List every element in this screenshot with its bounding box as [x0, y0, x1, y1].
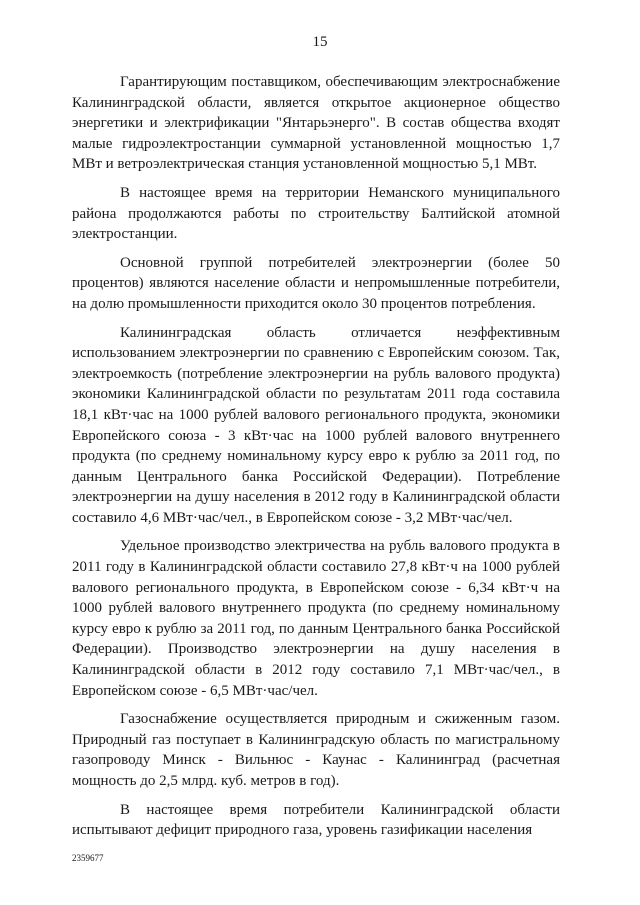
document-id: 2359677: [72, 853, 104, 863]
paragraph-nuclear-plant: В настоящее время на территории Неманского муниципального района продолжаются работы по строительству Балтийской атомной электростанции.: [72, 184, 560, 243]
paragraph-power-supplier: Гарантирующим поставщиком, обеспечивающим электроснабжение Калининградской области, является открытое акционерное общество энергетики и электрификации "Янтарьэнерго". В состав общества входят малые гидроэлектростанции суммарной установленной мощностью 1,7 МВт и ветроэлектрическая станция установленной мощностью 5,1 МВт.: [72, 74, 560, 173]
page-number: 15: [312, 34, 328, 50]
paragraph-energy-intensity: Калининградская область отличается неэффективным использованием электроэнергии по сравнению с Европейским союзом. Так, электроемкость (потребление электроэнергии на рубль валового продукта) экономики Калининградской области по результатам 2011 года составила 18,1 кВт·час на 1000 рублей валового регионального продукта, экономики Европейского союза - 3 кВт·час на 1000 рублей валового внутреннего продукта (по среднему номинальному курсу евро к рублю за 2011 год, по данным Центрального банка Российской Федерации). Потребление электроэнергии на душу населения в 2012 году в Калининградской области составило 4,6 МВт·час/чел., в Европейском союзе - 3,2 МВт·час/чел.: [72, 324, 560, 526]
paragraph-consumers: Основной группой потребителей электроэнергии (более 50 процентов) являются население области и непромышленные потребители, на долю промышленности приходится около 30 процентов потребления.: [72, 254, 560, 312]
paragraph-gas-deficit: В настоящее время потребители Калининградской области испытывают дефицит природного газа, уровень газификации населения: [72, 801, 560, 839]
document-body: [72, 72, 560, 849]
paragraph-production: Удельное производство электричества на рубль валового продукта в 2011 году в Калининградской области составило 27,8 кВт·ч на 1000 рублей валового регионального продукта, в Европейском союзе - 6,34 кВт·ч на 1000 рублей валового внутреннего продукта (по среднему номинальному курсу евро к рублю за 2011 год, по данным Центрального банка Российской Федерации). Производство электроэнергии на душу населения в Калининградской области в 2012 году составило 7,1 МВт·час/чел., в Европейском союзе - 6,5 МВт·час/чел.: [72, 538, 560, 699]
paragraph-gas-supply: Газоснабжение осуществляется природным и сжиженным газом. Природный газ поступает в Калининградскую область по магистральному газопроводу Минск - Вильнюс - Каунас - Калининград (расчетная мощность до 2,5 млрд. куб. метров в год).: [72, 711, 560, 789]
